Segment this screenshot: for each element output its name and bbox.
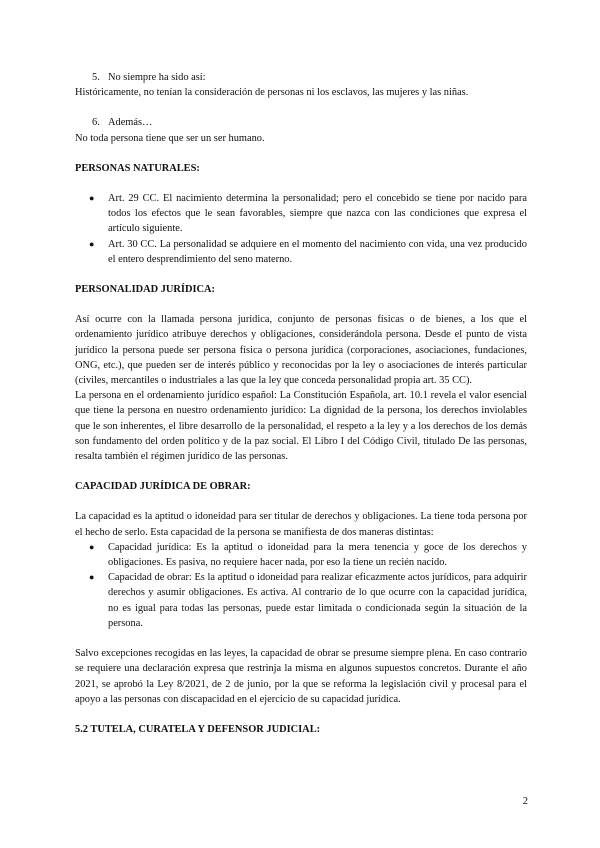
list-item: ● Capacidad de obrar: Es la aptitud o idoneidad para realizar eficazmente actos jurídicos, para adquirir derechos y asumir obligaciones. Es activa. Al contrario de lo que ocurre con la capacidad jurídica, no es igual para todas las personas, puede estar limitada o condicionada según la situación de la persona. (89, 572, 527, 629)
page-number: 2 (522, 796, 528, 807)
paragraph: La capacidad es la aptitud o idoneidad para ser titular de derechos y obligaciones. La tiene toda persona por el hecho de serlo. Esta capacidad de la persona se manifiesta de dos maneras distintas: (75, 511, 527, 538)
bullet-list-capacidad (75, 540, 527, 631)
list-item: ● Capacidad jurídica: Es la aptitud o idoneidad para la mera tenencia y goce de los derechos y obligaciones. Es pasiva, no requiere hacer nada, por eso la tiene un recién nacido. (89, 541, 527, 569)
paragraph: Así ocurre con la llamada persona jurídica, conjunto de personas físicas o de bienes, a los que el ordenamiento jurídico atribuye derechos y obligaciones, considerándola persona. Desde el punto de vista jurídico la persona puede ser persona física o persona jurídica (corporaciones, asociaciones, fundaciones, ONG, etc.), que pueden ser de interés público y reconocidas por la ley o asociaciones de interés particular (civiles, mercantiles o industriales a las que la ley que conceda personalidad propia art. 35 CC). (75, 314, 527, 387)
paragraph: Salvo excepciones recogidas en las leyes, la capacidad de obrar se presume siempre plena. En caso contrario se requiere una declaración expresa que restrinja la misma en algunos supuestos concretos. Durante el año 2021, se aprobó la Ley 8/2021, de 2 de junio, por la que se reforma la legislación civil y procesal para el apoyo a las personas con discapacidad en el ejercicio de su capacidad jurídica. (75, 648, 527, 705)
list-item: ● Art. 30 CC. La personalidad se adquiere en el momento del nacimiento con vida, una vez producido el entero desprendimiento del seno materno. (89, 238, 527, 265)
bullet-icon: ● (89, 193, 95, 204)
item-title: No siempre ha sido así: (108, 72, 206, 83)
item-title: Además… (108, 117, 153, 129)
item-number: 6. (92, 117, 100, 129)
item-text: No toda persona tiene que ser un ser humano. (75, 132, 265, 144)
bullet-icon: ● (89, 572, 95, 583)
item-number: 5. (92, 72, 100, 83)
item-text: Históricamente, no tenían la consideración de personas ni los esclavos, las mujeres y las niñas. (75, 87, 469, 99)
paragraph: La persona en el ordenamiento jurídico español: La Constitución Española, art. 10.1 revela el valor esencial que tiene la persona en nuestro ordenamiento jurídico: La dignidad de la persona, los derechos inviolables que le son inherentes, el libre desarrollo de la personalidad, el respeto a la ley y a los derechos de los demás son fundamento del orden político y de la paz social. El Libro I del Código Civil, titulado De las personas, resalta también el régimen jurídico de las personas. (75, 390, 527, 463)
numbered-item-5 (75, 70, 527, 85)
bullet-icon: ● (89, 238, 95, 249)
bullet-list-personas-naturales (75, 191, 527, 267)
list-item: ● Art. 29 CC. El nacimiento determina la personalidad; pero el concebido se tiene por nacido para todos los efectos que le sean favorables, siempre que nazca con las condiciones que expresa el artículo siguiente. (89, 193, 527, 235)
heading-capacidad: CAPACIDAD JURÍDICA DE OBRAR: (75, 481, 251, 493)
heading-tutela: 5.2 TUTELA, CURATELA Y DEFENSOR JUDICIAL: (75, 723, 321, 735)
heading-personalidad-juridica: PERSONALIDAD JURÍDICA: (75, 284, 215, 296)
document-page (75, 70, 527, 737)
heading-personas-naturales: PERSONAS NATURALES: (75, 162, 200, 174)
bullet-icon: ● (89, 541, 95, 552)
numbered-item-6 (75, 115, 527, 130)
